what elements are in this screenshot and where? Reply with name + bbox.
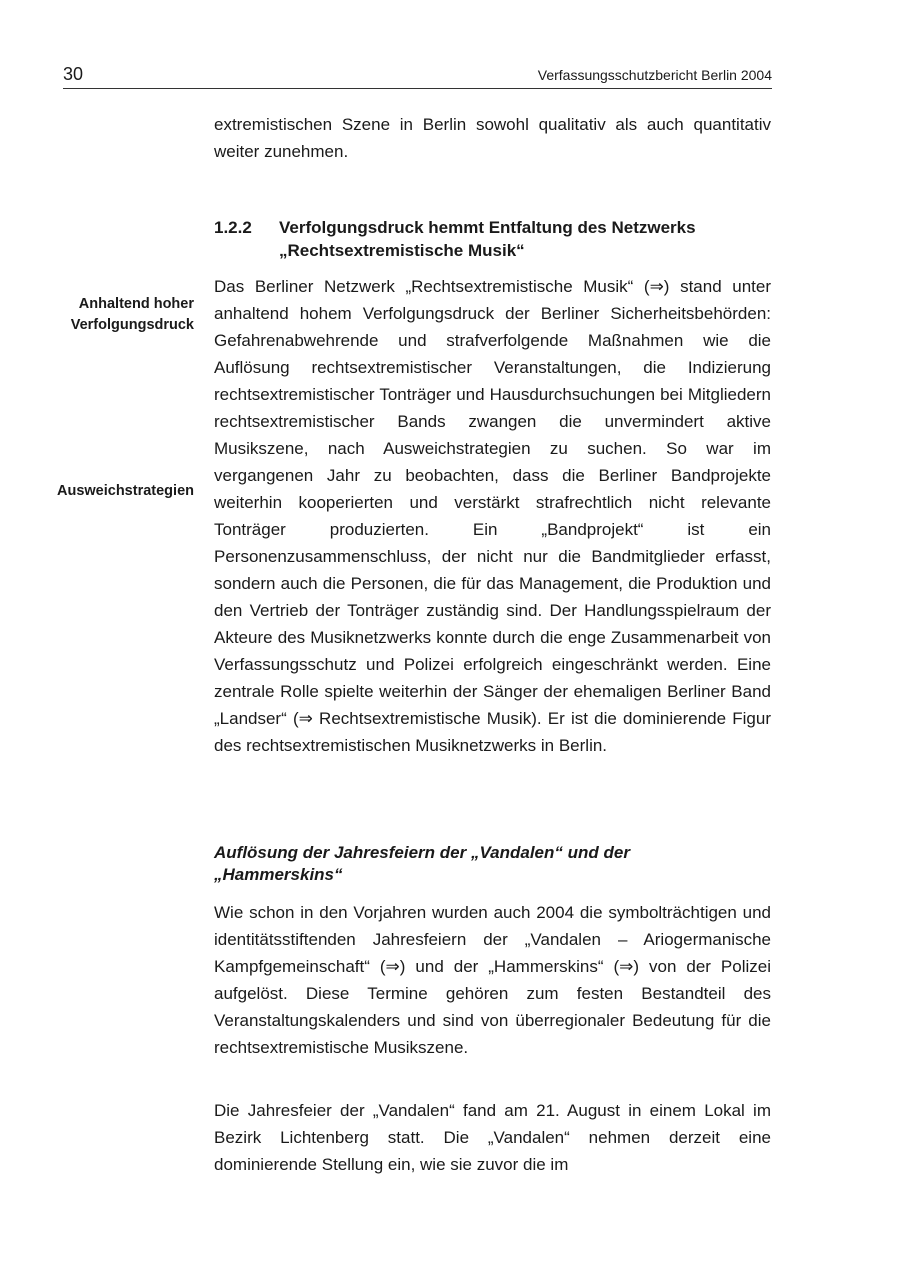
margin-note-verfolgungsdruck: Anhaltend hoher Verfolgungsdruck [70, 296, 194, 333]
subheading: Auflösung der Jahresfeiern der „Vandalen“ und der „Hammerskins“ [214, 843, 630, 884]
header-title: Verfassungsschutzbericht Berlin 2004 [537, 67, 772, 83]
body-paragraph-1: Das Berliner Netzwerk „Rechtsextremistische Musik“ (⇒) stand unter anhaltend hohem Verfolgungsdruck der Berliner Sicherheitsbehörden: Gefahrenabwehrende und strafverfolgende Maßnahmen wie die Auflösung rechtsextremistischer Veranstaltungen, die Indizierung rechtsextremistischer Tonträger und Hausdurchsuchungen bei Mitgliedern rechtsextremistischer Bands zwangen die unvermindert aktive Musikszene, nach Ausweichstrategien zu suchen. So war im vergangenen Jahr zu beobachten, dass die Berliner Bandprojekte weiterhin kooperierten und verstärkt strafrechtlich nicht relevante Tonträger produzierten. Ein „Bandprojekt“ ist ein Personenzusammenschluss, der nicht nur die Bandmitglieder erfasst, sondern auch die Personen, die für das Management, die Produktion und den Vertrieb der Tonträger zuständig sind. Der Handlungsspielraum der Akteure des Musiknetzwerks konnte durch die enge Zusammenarbeit von Verfassungsschutz und Polizei erfolgreich eingeschränkt werden. Eine zentrale Rolle spielte weiterhin der Sänger der ehemaligen Berliner Band „Landser“ (⇒ Rechtsextremistische Musik). Er ist die dominierende Figur des rechtsextremistischen Musiknetzwerks in Berlin. [214, 277, 771, 755]
margin-note-ausweichstrategien: Ausweichstrategien [57, 483, 194, 499]
page-number: 30 [63, 64, 84, 84]
intro-paragraph: extremistischen Szene in Berlin sowohl qualitativ als auch quantitativ weiter zunehmen. [214, 115, 771, 161]
section-title: Verfolgungsdruck hemmt Entfaltung des Netzwerks „Rechtsextremistische Musik“ [279, 218, 696, 260]
body-paragraph-2: Wie schon in den Vorjahren wurden auch 2004 die symbolträchtigen und identitätsstiftenden Jahresfeiern der „Vandalen – Ariogermanische Kampfgemeinschaft“ (⇒) und der „Hammerskins“ (⇒) von der Polizei aufgelöst. Diese Termine gehören zum festen Bestandteil des Veranstaltungskalenders und sind von überregionaler Bedeutung für die rechtsextremistische Musikszene. [214, 903, 771, 1057]
section-number: 1.2.2 [214, 218, 252, 237]
body-paragraph-3: Die Jahresfeier der „Vandalen“ fand am 21. August in einem Lokal im Bezirk Lichtenberg statt. Die „Vandalen“ nehmen derzeit eine dominierende Stellung ein, wie sie zuvor die im [214, 1101, 771, 1174]
page-header [63, 62, 772, 89]
